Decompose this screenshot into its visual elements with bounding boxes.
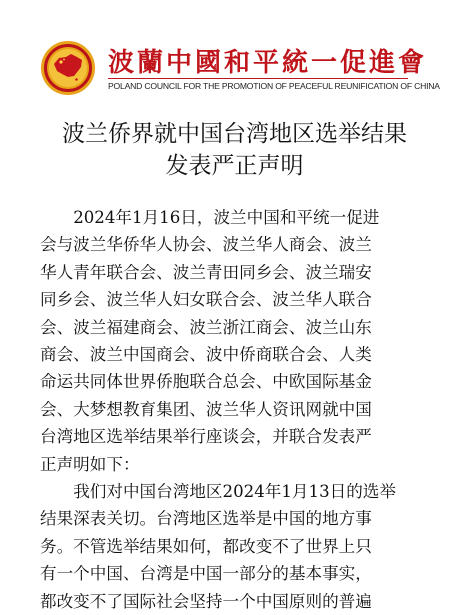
- statement-body: [40, 204, 432, 615]
- text-line: 会、大梦想教育集团、波兰华人资讯网就中国: [40, 399, 372, 419]
- text-line: 华人青年联合会、波兰青田同乡会、波兰瑞安: [40, 262, 372, 282]
- paragraph-2: [40, 478, 432, 615]
- title-line-2: 发表严正声明: [165, 153, 304, 179]
- header-divider: [108, 78, 408, 79]
- org-name-english: POLAND COUNCIL FOR THE PROMOTION OF PEACEFUL REUNIFICATION OF CHINA: [108, 81, 440, 91]
- text-line: 命运共同体世界侨胞联合总会、中欧国际基金: [40, 372, 372, 392]
- text-line: 正声明如下：: [40, 454, 140, 474]
- statement-title: [0, 118, 469, 182]
- text-line: 都改变不了国际社会坚持一个中国原则的普遍: [40, 591, 372, 611]
- org-name-chinese: 波蘭中國和平統一促進會: [108, 48, 428, 78]
- text-line: 同乡会、波兰华人妇女联合会、波兰华人联合: [40, 290, 372, 310]
- text-line: 台湾地区选举结果举行座谈会，并联合发表严: [40, 427, 372, 447]
- paragraph-1: [40, 204, 432, 478]
- text-line: 务。不管选举结果如何，都改变不了世界上只: [40, 536, 372, 556]
- text-line: 有一个中国、台湾是中国一部分的基本事实，: [40, 564, 372, 584]
- text-line: 商会、波兰中国商会、波中侨商联合会、人类: [40, 345, 372, 365]
- text-line: 会、波兰福建商会、波兰浙江商会、波兰山东: [40, 317, 372, 337]
- council-emblem-icon: [40, 40, 96, 96]
- text-line: 2024年1月16日，波兰中国和平统一促进: [73, 208, 380, 227]
- letterhead: [0, 0, 469, 104]
- text-line: 我们对中国台湾地区2024年1月13日的选举: [73, 482, 396, 502]
- text-line: 会与波兰华侨华人协会、波兰华人商会、波兰: [40, 235, 372, 255]
- text-line: 结果深表关切。台湾地区选举是中国的地方事: [40, 509, 372, 529]
- title-line-1: 波兰侨界就中国台湾地区选举结果: [62, 121, 407, 147]
